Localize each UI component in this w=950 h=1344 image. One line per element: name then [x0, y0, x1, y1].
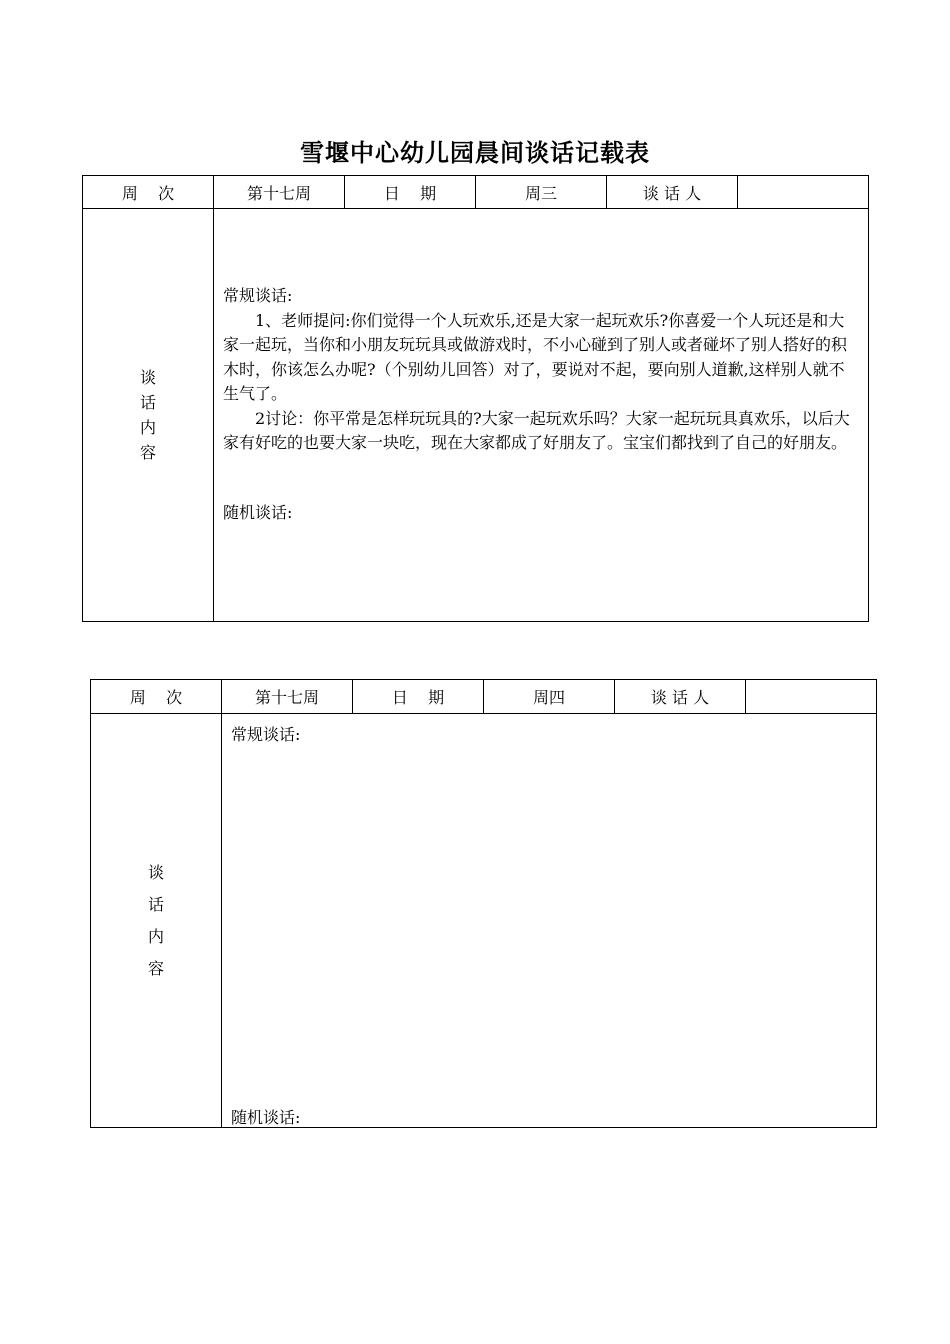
- table-body-row: [91, 714, 877, 1128]
- talk-content-label: [91, 714, 222, 1128]
- speaker-value: [746, 680, 877, 714]
- talk-content-cell: [222, 714, 877, 1128]
- side-char: 话: [147, 894, 164, 914]
- speaker-value: [738, 176, 869, 209]
- talk-content-text: [223, 284, 860, 525]
- routine-talk-label: 常规谈话:: [223, 286, 293, 305]
- talk-record-table-1: [82, 175, 869, 622]
- talk-paragraph-1: 1、老师提问:你们觉得一个人玩欢乐,还是大家一起玩欢乐?你喜爱一个人玩还是和大家一起玩，当你和小朋友玩玩具或做游戏时，不小心碰到了别人或者碰坏了别人搭好的积木时，你该怎么办呢?（个别幼儿回答）对了，要说对不起，要向别人道歉,这样别人就不生气了。: [223, 310, 848, 403]
- page-title: 雪堰中心幼儿园晨间谈话记载表: [300, 139, 650, 167]
- side-char: 容: [147, 958, 164, 978]
- talk-paragraph-2: 2讨论：你平常是怎样玩玩具的?大家一起玩欢乐吗？大家一起玩玩具真欢乐，以后大家有好吃的也要大家一块吃，现在大家都成了好朋友了。宝宝们都找到了自己的好朋友。: [223, 408, 850, 452]
- talk-content-cell: [214, 209, 869, 622]
- date-value: 周四: [484, 680, 615, 714]
- side-char: 容: [139, 443, 156, 462]
- talk-record-table-2: [90, 679, 877, 1128]
- week-value: 第十七周: [214, 176, 345, 209]
- week-value: 第十七周: [222, 680, 353, 714]
- routine-talk-label: 常规谈话:: [231, 725, 301, 744]
- table-body-row: [83, 209, 869, 622]
- speaker-label: 谈 话 人: [607, 176, 738, 209]
- random-talk-label: 随机谈话:: [231, 1108, 301, 1127]
- side-char: 谈: [139, 368, 156, 387]
- side-char: 谈: [147, 862, 164, 882]
- week-label: 周 次: [91, 680, 222, 714]
- date-label: 日 期: [353, 680, 484, 714]
- side-char: 话: [139, 393, 156, 412]
- talk-content-label: [83, 209, 214, 622]
- side-char: 内: [147, 926, 164, 946]
- week-label: 周 次: [83, 176, 214, 209]
- table-header-row: [83, 176, 869, 209]
- date-label: 日 期: [345, 176, 476, 209]
- table-header-row: [91, 680, 877, 714]
- speaker-label: 谈 话 人: [615, 680, 746, 714]
- side-char: 内: [139, 418, 156, 437]
- random-talk-label: 随机谈话:: [223, 502, 293, 522]
- date-value: 周三: [476, 176, 607, 209]
